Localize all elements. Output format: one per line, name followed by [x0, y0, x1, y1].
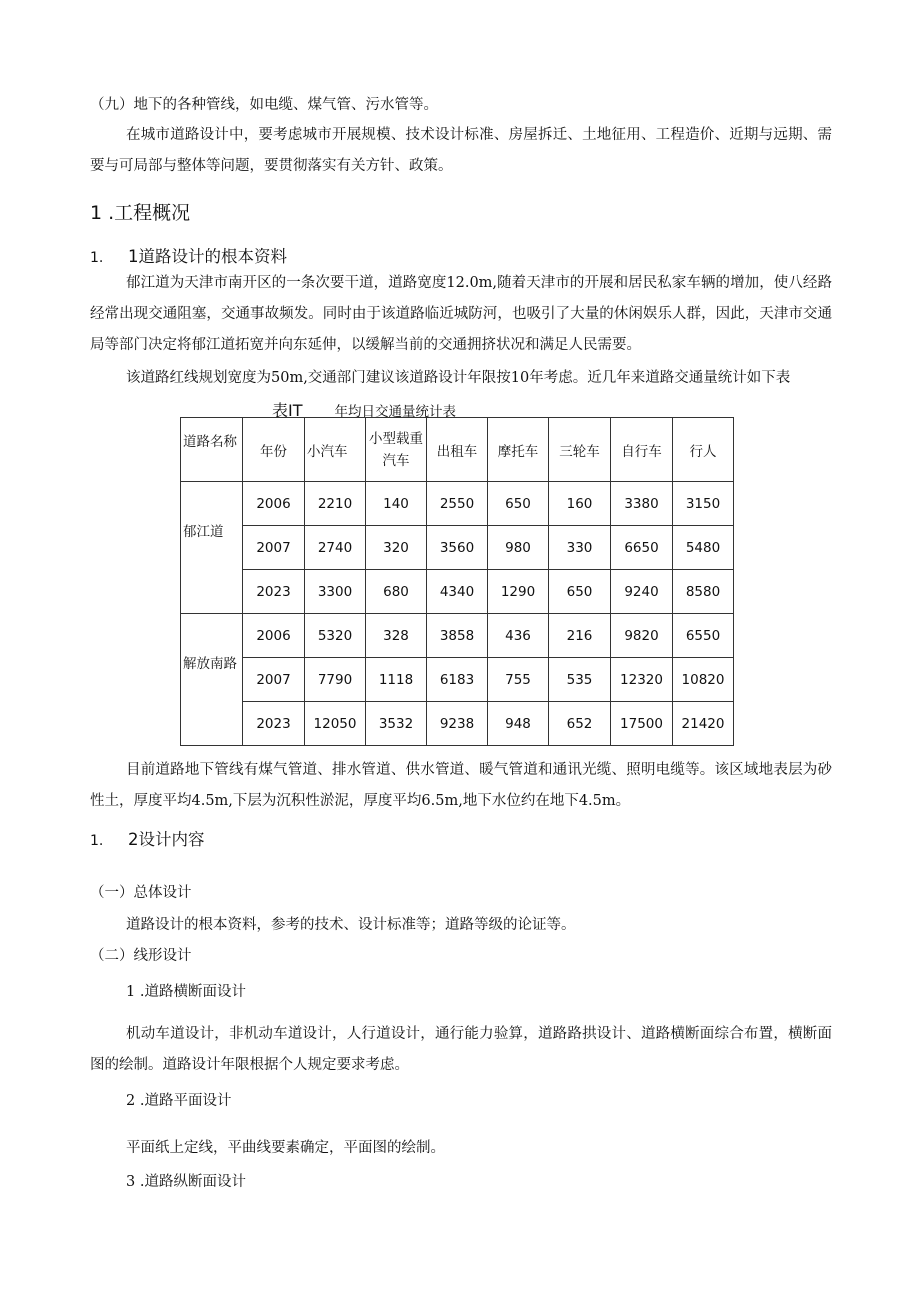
tricycle-cell: 216 — [549, 614, 611, 658]
header-car: 小汽车 — [305, 418, 366, 482]
header-light-truck-line1: 小型载重 — [369, 430, 423, 447]
bicycle-cell: 17500 — [611, 702, 673, 746]
cross-section-text: 机动车道设计，非机动车道设计，人行道设计，通行能力验算，道路路拱设计、道路横断面综合布置，横断面图的绘制。道路设计年限根据个人规定要求考虑。 — [90, 1026, 832, 1073]
table-caption-label: 表IT — [272, 401, 303, 420]
header-road-name: 道路名称 — [181, 418, 243, 482]
subsection-title: 2设计内容 — [128, 830, 205, 849]
year-cell: 2007 — [243, 526, 305, 570]
year-cell: 2007 — [243, 658, 305, 702]
section-title: 1 .工程概况 — [90, 202, 191, 224]
tricycle-cell: 535 — [549, 658, 611, 702]
pedestrian-cell: 8580 — [673, 570, 734, 614]
table-row — [181, 702, 734, 746]
truck-cell: 320 — [366, 526, 427, 570]
table-header-row — [181, 418, 734, 482]
truck-cell: 328 — [366, 614, 427, 658]
taxi-cell: 9238 — [427, 702, 488, 746]
overall-design-title: （一）总体设计 — [90, 885, 192, 901]
truck-cell: 3532 — [366, 702, 427, 746]
table-row — [181, 526, 734, 570]
year-cell: 2006 — [243, 482, 305, 526]
header-bicycle: 自行车 — [611, 418, 673, 482]
header-light-truck-line2: 汽车 — [382, 452, 410, 469]
taxi-cell: 2550 — [427, 482, 488, 526]
year-cell: 2023 — [243, 570, 305, 614]
road-name-cell: 郁江道 — [181, 482, 243, 614]
motorcycle-cell: 980 — [488, 526, 549, 570]
motorcycle-cell: 755 — [488, 658, 549, 702]
intro-paragraph: 在城市道路设计中，要考虑城市开展规模、技术设计标准、房屋拆迁、土地征用、工程造价、近期与远期、需要与可局部与整体等问题，要贯彻落实有关方针、政策。 — [90, 127, 832, 174]
table-caption-title: 年均日交通量统计表 — [334, 404, 456, 420]
pedestrian-cell: 10820 — [673, 658, 734, 702]
profile-design-title: 3 .道路纵断面设计 — [126, 1174, 246, 1190]
table-row — [181, 614, 734, 658]
plan-design-title: 2 .道路平面设计 — [126, 1093, 232, 1109]
year-cell: 2023 — [243, 702, 305, 746]
overall-design-text: 道路设计的根本资料，参考的技术、设计标准等；道路等级的论证等。 — [126, 917, 576, 933]
motorcycle-cell: 948 — [488, 702, 549, 746]
car-cell: 2740 — [305, 526, 366, 570]
car-cell: 12050 — [305, 702, 366, 746]
cross-section-title: 1 .道路横断面设计 — [126, 984, 246, 1000]
header-pedestrian: 行人 — [673, 418, 734, 482]
header-motorcycle: 摩托车 — [488, 418, 549, 482]
header-light-truck — [366, 418, 427, 482]
truck-cell: 1118 — [366, 658, 427, 702]
tricycle-cell: 160 — [549, 482, 611, 526]
pedestrian-cell: 6550 — [673, 614, 734, 658]
truck-cell: 140 — [366, 482, 427, 526]
bicycle-cell: 9240 — [611, 570, 673, 614]
tricycle-cell: 330 — [549, 526, 611, 570]
pipeline-paragraph: 目前道路地下管线有煤气管道、排水管道、供水管道、暖气管道和通讯光缆、照明电缆等。该区域地表层为砂性土，厚度平均4.5m,下层为沉积性淤泥，厚度平均6.5m,地下水位约在地下4.5m。 — [90, 762, 832, 809]
plan-design-text: 平面纸上定线，平曲线要素确定，平面图的绘制。 — [126, 1140, 445, 1156]
basic-data-paragraph: 郁江道为天津市南开区的一条次要干道，道路宽度12.0m,随着天津市的开展和居民私家车辆的增加，使八经路经常出现交通阻塞，交通事故频发。同时由于该道路临近城防河，也吸引了大量的休闲娱乐人群，因此，天津市交通局等部门决定将郁江道拓宽并向东延伸，以缓解当前的交通拥挤状况和满足人民需要。 — [90, 275, 832, 353]
truck-cell: 680 — [366, 570, 427, 614]
taxi-cell: 3560 — [427, 526, 488, 570]
motorcycle-cell: 436 — [488, 614, 549, 658]
car-cell: 2210 — [305, 482, 366, 526]
road-name-cell: 解放南路 — [181, 614, 243, 746]
car-cell: 7790 — [305, 658, 366, 702]
header-tricycle: 三轮车 — [549, 418, 611, 482]
pedestrian-cell: 21420 — [673, 702, 734, 746]
bicycle-cell: 9820 — [611, 614, 673, 658]
pedestrian-cell: 3150 — [673, 482, 734, 526]
table-row — [181, 658, 734, 702]
taxi-cell: 4340 — [427, 570, 488, 614]
motorcycle-cell: 650 — [488, 482, 549, 526]
intro-item-9: （九）地下的各种管线，如电缆、煤气管、污水管等。 — [90, 97, 438, 113]
subsection-heading-basic-data — [90, 243, 287, 267]
red-line-paragraph: 该道路红线规划宽度为50m,交通部门建议该道路设计年限按10年考虑。近几年来道路交通量统计如下表 — [126, 370, 791, 386]
taxi-cell: 6183 — [427, 658, 488, 702]
subsection-heading-design-content — [90, 826, 205, 850]
motorcycle-cell: 1290 — [488, 570, 549, 614]
header-year: 年份 — [243, 418, 305, 482]
subsection-number: 1. — [90, 833, 104, 849]
alignment-design-title: （二）线形设计 — [90, 948, 192, 964]
bicycle-cell: 6650 — [611, 526, 673, 570]
subsection-number: 1. — [90, 250, 104, 266]
tricycle-cell: 650 — [549, 570, 611, 614]
subsection-title: 1道路设计的根本资料 — [128, 247, 287, 266]
traffic-volume-table — [180, 417, 734, 746]
header-taxi: 出租车 — [427, 418, 488, 482]
car-cell: 3300 — [305, 570, 366, 614]
car-cell: 5320 — [305, 614, 366, 658]
pedestrian-cell: 5480 — [673, 526, 734, 570]
year-cell: 2006 — [243, 614, 305, 658]
taxi-cell: 3858 — [427, 614, 488, 658]
table-row — [181, 570, 734, 614]
bicycle-cell: 3380 — [611, 482, 673, 526]
tricycle-cell: 652 — [549, 702, 611, 746]
bicycle-cell: 12320 — [611, 658, 673, 702]
table-row — [181, 482, 734, 526]
